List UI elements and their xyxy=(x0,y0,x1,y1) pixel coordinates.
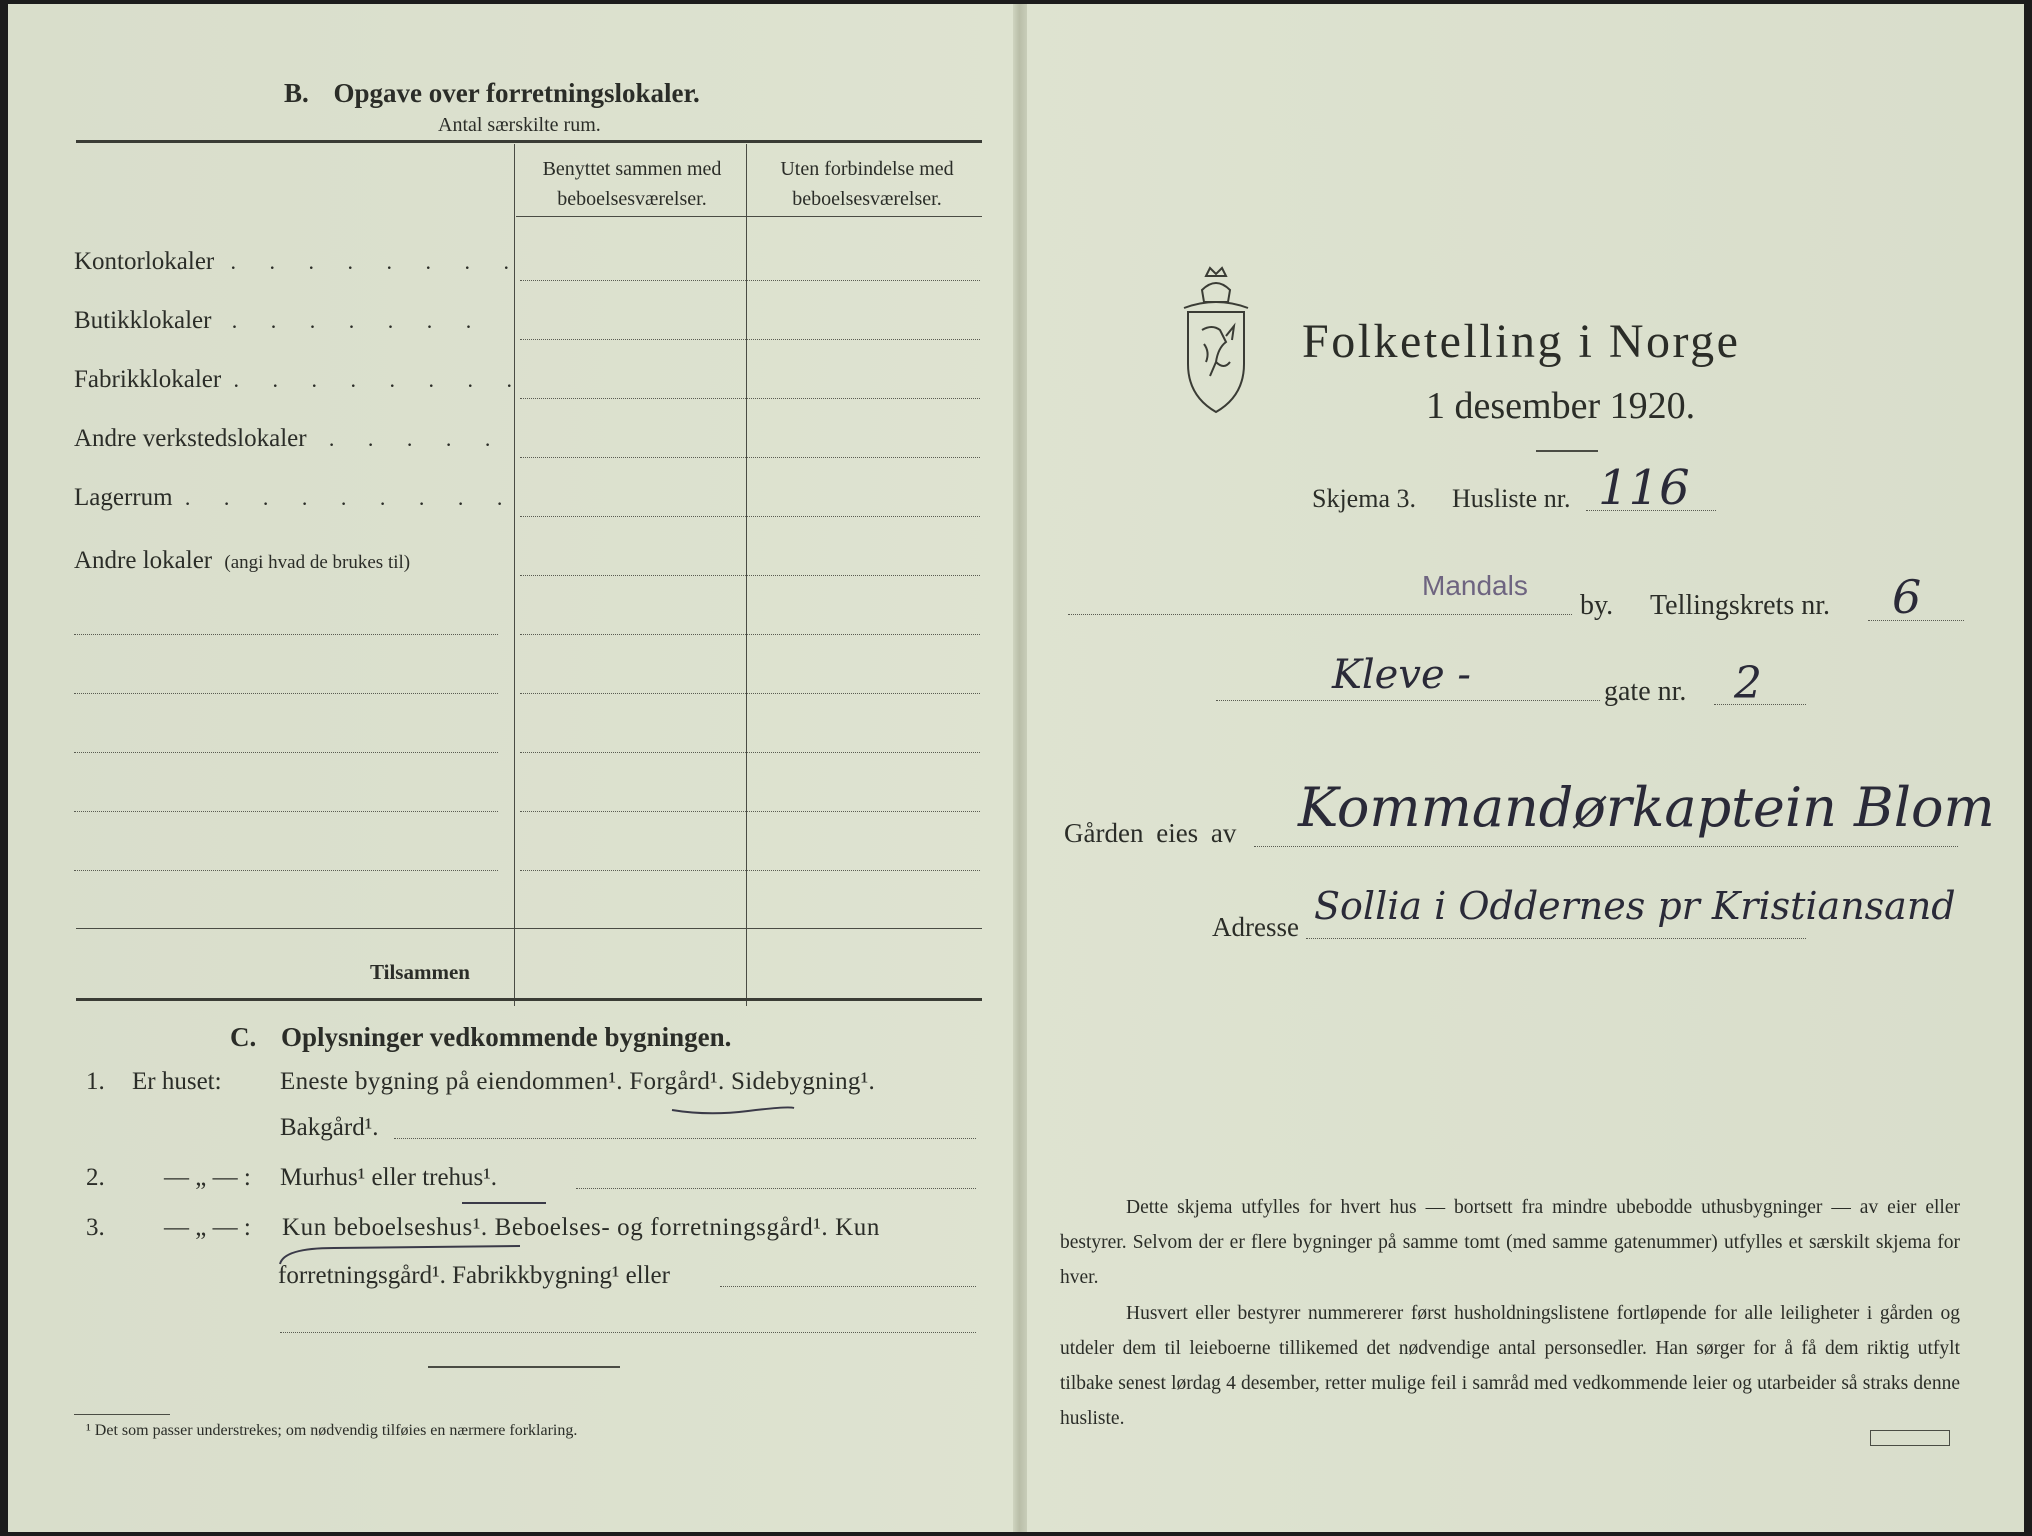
item-2-fill-line xyxy=(576,1188,976,1189)
row-lagerrum: Lagerrum . . . . . . . . . xyxy=(74,484,517,511)
footnote-rule xyxy=(74,1414,170,1415)
underline-mark-trehus xyxy=(460,1198,550,1208)
cell-rule xyxy=(520,752,980,753)
form-title: Folketelling i Norge xyxy=(1302,315,1741,368)
underline-mark-forgard xyxy=(668,1102,798,1118)
section-end-rule xyxy=(428,1366,620,1368)
section-b-heading: Opgave over forretningslokaler. xyxy=(333,78,700,108)
cell-rule xyxy=(520,339,980,340)
coat-of-arms-icon xyxy=(1176,266,1256,416)
col2-header: Uten forbindelse med beboelsesværelser. xyxy=(780,158,954,210)
table-top-rule xyxy=(76,140,982,143)
blank-line xyxy=(74,811,498,812)
footnote: ¹ Det som passer understrekes; om nødvendig tilføies en nærmere forklaring. xyxy=(86,1422,578,1439)
section-b-letter: B. xyxy=(284,78,309,108)
gate-label: gate nr. xyxy=(1604,676,1687,707)
gate-number: 2 xyxy=(1734,658,1762,709)
cell-rule xyxy=(520,870,980,871)
row-andre-lokaler: Andre lokaler (angi hvad de brukes til) xyxy=(74,547,411,574)
section-c-letter: C. xyxy=(230,1022,257,1052)
gate-fill-line xyxy=(1216,700,1600,701)
title-rule xyxy=(1536,450,1598,452)
skjema-label: Skjema 3. xyxy=(1312,484,1416,513)
item-1-fill-line xyxy=(394,1138,976,1139)
cell-rule xyxy=(520,693,980,694)
address-fill-line xyxy=(1306,938,1806,939)
gate-nr-fill-line xyxy=(1714,704,1806,705)
page-fold xyxy=(1013,4,1027,1532)
by-label: by. xyxy=(1580,590,1614,621)
cell-rule xyxy=(520,634,980,635)
row-fabrikklokaler: Fabrikklokaler . . . . . . . . xyxy=(74,366,526,393)
total-label: Tilsammen xyxy=(370,960,470,984)
husliste-fill-line xyxy=(1586,510,1716,511)
item-3-options: Kun beboelseshus¹. Beboelses- og forretningsgård¹. Kun xyxy=(282,1214,880,1241)
blank-line xyxy=(74,752,498,753)
item-2-number: 2. xyxy=(86,1164,105,1191)
municipality-stamp: Mandals xyxy=(1422,570,1528,601)
tellingskrets-number: 6 xyxy=(1892,570,1922,624)
census-form-sheet xyxy=(8,4,2024,1532)
item-2-options: Murhus¹ eller trehus¹. xyxy=(280,1164,498,1191)
husliste-number: 116 xyxy=(1598,460,1690,516)
by-fill-line xyxy=(1068,614,1572,615)
item-3-prefix: — „ — : xyxy=(164,1214,251,1241)
instructions-paragraph-2: Husvert eller bestyrer nummererer først husholdningslistene fortløpende for alle leiligheter i gården og utdeler dem til leieboerne tillikemed det nødvendige antal personsedler. Han sørger for å få dem riktig utfylt tilbake senest lørdag 4 desember, retter mulige feil i samråd med vedkommende leier og utarbeider så straks denne husliste. xyxy=(1060,1303,1960,1429)
blank-line xyxy=(74,634,498,635)
cell-rule xyxy=(520,575,980,576)
census-date: 1 desember 1920. xyxy=(1426,385,1696,427)
street-name: Kleve - xyxy=(1332,652,1471,698)
row-kontorlokaler: Kontorlokaler . . . . . . . . xyxy=(74,248,523,275)
husliste-label: Husliste nr. xyxy=(1452,484,1571,513)
address-label: Adresse xyxy=(1212,912,1299,942)
item-1-line2: Bakgård¹. xyxy=(280,1114,379,1141)
section-c-title xyxy=(230,1022,731,1053)
section-b-subtitle: Antal særskilte rum. xyxy=(438,114,601,136)
section-c-heading: Oplysninger vedkommende bygningen. xyxy=(281,1022,732,1052)
cell-rule xyxy=(520,280,980,281)
cell-rule xyxy=(520,811,980,812)
item-3-line2: forretningsgård¹. Fabrikkbygning¹ eller xyxy=(278,1262,670,1289)
owner-fill-line xyxy=(1254,846,1958,847)
instructions-paragraph-1: Dette skjema utfylles for hvert hus — bortsett fra mindre ubebodde uthusbygninger — av eier eller bestyrer. Selvom der er flere bygninger på samme tomt (med samme gatenummer) utfylles et særskilt skjema for hver. xyxy=(1060,1197,1960,1288)
item-3-number: 3. xyxy=(86,1214,105,1241)
owner-name: Kommandørkaptein Blom xyxy=(1298,776,1995,839)
cell-rule xyxy=(520,516,980,517)
address-value: Sollia i Oddernes pr Kristiansand xyxy=(1314,884,1956,928)
owner-label: Gården eies av xyxy=(1064,818,1237,848)
row-andre-verkstedslokaler: Andre verkstedslokaler . . . . . xyxy=(74,425,505,452)
col1-header: Benyttet sammen med beboelsesværelser. xyxy=(542,158,722,210)
table-bottom-rule xyxy=(76,998,982,1001)
item-1-number: 1. xyxy=(86,1068,105,1095)
cell-rule xyxy=(520,398,980,399)
item-1-prefix: Er huset: xyxy=(132,1068,222,1095)
item-3-fill-line xyxy=(720,1286,976,1287)
header-rule xyxy=(516,216,982,217)
item-3-fill-line-2 xyxy=(280,1332,976,1333)
item-1-options: Eneste bygning på eiendommen¹. Forgård¹. Sidebygning¹. xyxy=(280,1068,876,1095)
tellingskrets-label: Tellingskrets nr. xyxy=(1650,590,1831,621)
row-butikklokaler: Butikklokaler . . . . . . . xyxy=(74,307,486,334)
printer-mark xyxy=(1870,1430,1950,1446)
blank-line xyxy=(74,693,498,694)
tellingskrets-fill-line xyxy=(1868,620,1964,621)
blank-line xyxy=(74,870,498,871)
item-2-prefix: — „ — : xyxy=(164,1164,251,1191)
cell-rule xyxy=(520,457,980,458)
section-b-title xyxy=(284,78,700,109)
total-rule xyxy=(76,928,982,929)
